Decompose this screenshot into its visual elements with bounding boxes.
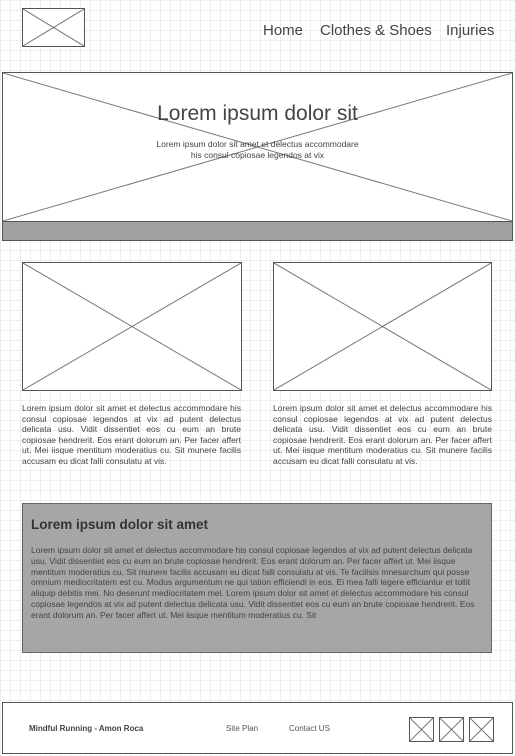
panel-body: Lorem ipsum dolor sit amet et delectus accommodare his consul copiosae legendos at vix ad putent delectus delicata usu. Vidit dissentiet eos cu eum an brute copiosae hendrerit. Eos erant dolorum an. Per facer affert ut. Mei iisque mentitum moderatius cu. Sit munere facilis accusam eu dicat falli consulatu at vis. Te facilisis mnesarchum qui posse omnium mediocritatem est cu. Modus argumentum ne qui tation efficiendi in eos. Ei mea falli legere efficiantur et tollit aliquip debitis mei. No deserunt mediocritatem mel. Lorem ipsum dolor sit amet et delectus accommodare his consul copiosae legendos at vix ad putent delectus delicata usu. Vidit dissentiet eos cu eum an brute copiosae hendrerit. Eos erant dolorum an. Per facer affert ut. Mei iisque mentitum moderatius cu. Sit <box>31 545 475 620</box>
hero-subtitle: Lorem ipsum dolor sit amet et delectus accommodare his consul copiosae legendos at vix <box>156 139 359 160</box>
image-placeholder-icon <box>23 9 84 46</box>
footer-brand: Mindful Running - Amon Roca <box>29 724 144 733</box>
nav-link-clothes-shoes[interactable]: Clothes & Shoes <box>320 22 432 39</box>
nav-link-injuries[interactable]: Injuries <box>446 22 495 39</box>
image-placeholder-icon <box>23 263 241 390</box>
hero-title: Lorem ipsum dolor sit <box>157 102 358 125</box>
social-link-1[interactable] <box>409 717 434 742</box>
footer-link-contact-us[interactable]: Contact US <box>289 724 330 733</box>
column-2-image-placeholder <box>273 262 492 391</box>
image-placeholder-icon <box>470 718 493 741</box>
footer-link-site-plan[interactable]: Site Plan <box>226 724 259 733</box>
footer <box>2 702 513 754</box>
image-placeholder-icon <box>410 718 433 741</box>
column-2-text: Lorem ipsum dolor sit amet et delectus accommodare his consul copiosae legendos at vix ad putent delectus delicata usu. Vidit dissentiet eos cu eum an brute copiosae hendrerit. Eos erant dolorum an. Per facer affert ut. Mei iisque mentitum moderatius cu. Sit munere facilis accusam eu dicat falli consulatu at vis. <box>273 403 492 466</box>
social-link-3[interactable] <box>469 717 494 742</box>
column-1-text: Lorem ipsum dolor sit amet et delectus accommodare his consul copiosae legendos at vix ad putent delectus delicata usu. Vidit dissentiet eos cu eum an brute copiosae hendrerit. Eos erant dolorum an. Per facer affert ut. Mei iisque mentitum moderatius cu. Sit munere facilis accusam eu dicat falli consulatu at vis. <box>22 403 241 466</box>
nav-link-home[interactable]: Home <box>263 22 304 39</box>
image-placeholder-icon <box>440 718 463 741</box>
column-1-image-placeholder <box>22 262 242 391</box>
hero-bar <box>2 221 513 241</box>
content-panel <box>22 503 492 653</box>
panel-title: Lorem ipsum dolor sit amet <box>31 517 209 532</box>
image-placeholder-icon <box>274 263 491 390</box>
social-link-2[interactable] <box>439 717 464 742</box>
logo-image-placeholder[interactable] <box>22 8 85 47</box>
